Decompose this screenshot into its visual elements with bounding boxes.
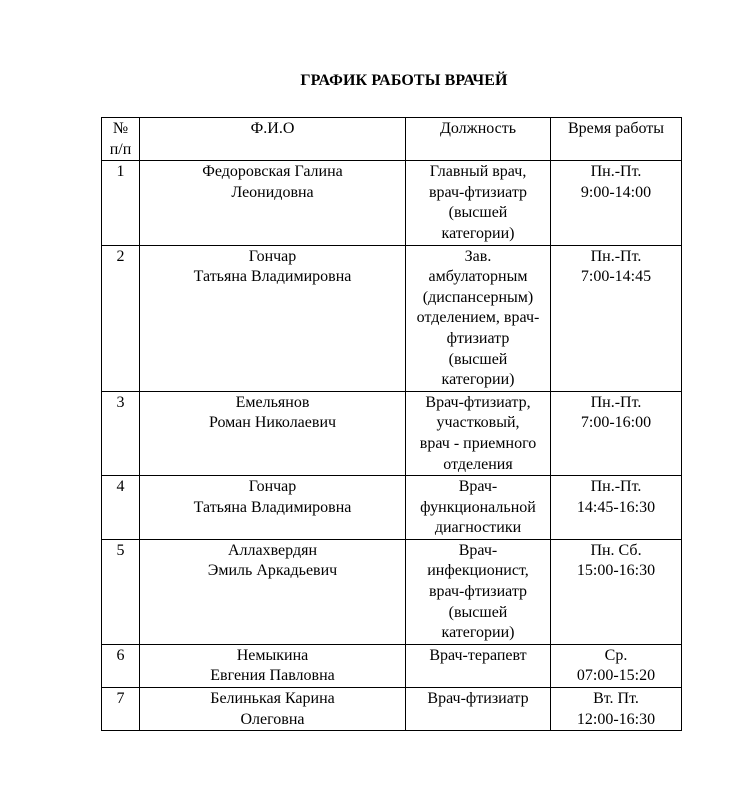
table-header-row bbox=[102, 118, 682, 161]
table-row bbox=[102, 245, 682, 391]
doctor-position: Врач- инфекционист, врач-фтизиатр (высшей категории) bbox=[406, 539, 551, 644]
doctor-name: Аллахвердян Эмиль Аркадьевич bbox=[140, 539, 406, 644]
doctor-name: Немыкина Евгения Павловна bbox=[140, 644, 406, 687]
row-number: 6 bbox=[102, 644, 140, 687]
header-number: № п/п bbox=[102, 118, 140, 161]
doctor-position: Врач- функциональной диагностики bbox=[406, 476, 551, 540]
doctor-name: Емельянов Роман Николаевич bbox=[140, 391, 406, 475]
header-position: Должность bbox=[406, 118, 551, 161]
doctor-position: Зав. амбулаторным (диспансерным) отделением, врач- фтизиатр (высшей категории) bbox=[406, 245, 551, 391]
doctor-name: Гончар Татьяна Владимировна bbox=[140, 476, 406, 540]
doctor-position: Врач-фтизиатр bbox=[406, 688, 551, 731]
doctor-position: Врач-фтизиатр, участковый, врач - приемного отделения bbox=[406, 391, 551, 475]
row-number: 4 bbox=[102, 476, 140, 540]
row-number: 5 bbox=[102, 539, 140, 644]
doctor-name: Белинькая Карина Олеговна bbox=[140, 688, 406, 731]
doctor-name: Гончар Татьяна Владимировна bbox=[140, 245, 406, 391]
doctor-name: Федоровская Галина Леонидовна bbox=[140, 161, 406, 245]
table-row bbox=[102, 644, 682, 687]
row-number: 3 bbox=[102, 391, 140, 475]
doctors-schedule-table bbox=[101, 117, 682, 731]
row-number: 1 bbox=[102, 161, 140, 245]
table-row bbox=[102, 391, 682, 475]
page-title: ГРАФИК РАБОТЫ ВРАЧЕЙ bbox=[300, 72, 508, 89]
work-hours: Вт. Пт. 12:00-16:30 bbox=[551, 688, 682, 731]
header-work-hours: Время работы bbox=[551, 118, 682, 161]
row-number: 2 bbox=[102, 245, 140, 391]
header-full-name: Ф.И.О bbox=[140, 118, 406, 161]
table-row bbox=[102, 539, 682, 644]
doctor-position: Главный врач, врач-фтизиатр (высшей категории) bbox=[406, 161, 551, 245]
work-hours: Пн.-Пт. 9:00-14:00 bbox=[551, 161, 682, 245]
work-hours: Пн.-Пт. 14:45-16:30 bbox=[551, 476, 682, 540]
work-hours: Ср. 07:00-15:20 bbox=[551, 644, 682, 687]
table-row bbox=[102, 476, 682, 540]
table-row bbox=[102, 688, 682, 731]
table-row bbox=[102, 161, 682, 245]
work-hours: Пн.-Пт. 7:00-14:45 bbox=[551, 245, 682, 391]
doctor-position: Врач-терапевт bbox=[406, 644, 551, 687]
work-hours: Пн.-Пт. 7:00-16:00 bbox=[551, 391, 682, 475]
row-number: 7 bbox=[102, 688, 140, 731]
work-hours: Пн. Сб. 15:00-16:30 bbox=[551, 539, 682, 644]
